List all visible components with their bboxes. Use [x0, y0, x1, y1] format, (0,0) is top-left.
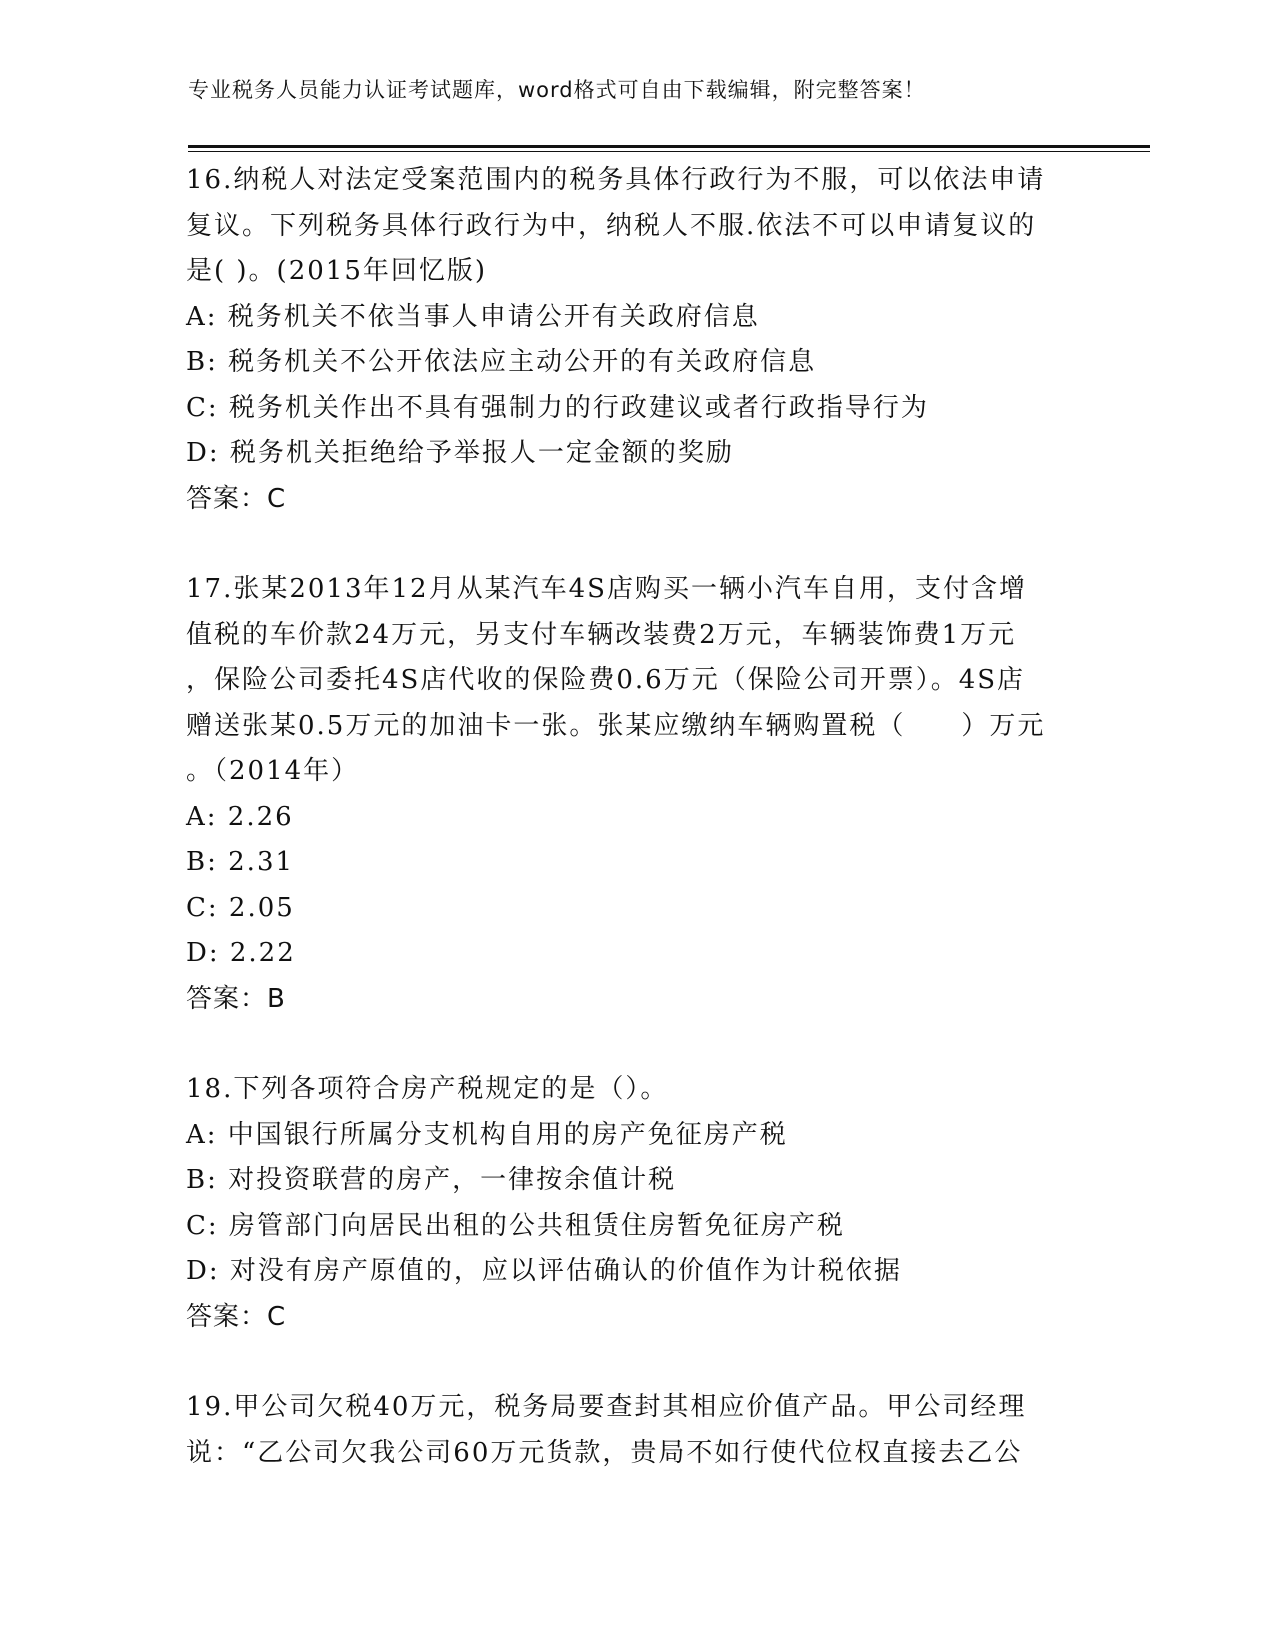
question-stem-line: 值税的车价款24万元，另支付车辆改装费2万元，车辆装饰费1万元	[186, 619, 1017, 650]
question-spacer	[186, 522, 1086, 567]
correct-answer: 答案：B	[186, 983, 286, 1014]
answer-option: C: 2.05	[186, 892, 295, 923]
question-stem-line: 赠送张某0.5万元的加油卡一张。张某应缴纳车辆购置税（ ）万元	[186, 710, 1046, 741]
answer-option: B: 税务机关不公开依法应主动公开的有关政府信息	[186, 347, 817, 377]
question-block	[186, 1067, 1086, 1340]
question-spacer	[186, 1022, 1086, 1067]
answer-option: D: 对没有房产原值的，应以评估确认的价值作为计税依据	[186, 1256, 902, 1286]
question-block	[186, 158, 1086, 522]
header-rule-thick	[188, 145, 1150, 148]
question-stem-line: ，保险公司委托4S店代收的保险费0.6万元（保险公司开票）。4S店	[186, 665, 1026, 695]
answer-option: D: 税务机关拒绝给予举报人一定金额的奖励	[186, 438, 734, 468]
answer-option: C: 房管部门向居民出租的公共租赁住房暂免征房产税	[186, 1210, 845, 1241]
question-stem-line: 16.纳税人对法定受案范围内的税务具体行政行为不服，可以依法申请	[186, 165, 1046, 195]
question-block	[186, 567, 1086, 1022]
header-rule-thin	[188, 151, 1150, 152]
question-block	[186, 1385, 1086, 1476]
correct-answer: 答案：C	[186, 1301, 287, 1332]
answer-option: B: 对投资联营的房产，一律按余值计税	[186, 1165, 677, 1195]
question-stem-line: 是( )。(2015年回忆版)	[186, 256, 488, 286]
question-stem-line: 17.张某2013年12月从某汽车4S店购买一辆小汽车自用，支付含增	[186, 574, 1027, 604]
question-stem-line: 19.甲公司欠税40万元，税务局要查封其相应价值产品。甲公司经理	[186, 1392, 1027, 1422]
answer-option: A: 税务机关不依当事人申请公开有关政府信息	[186, 301, 760, 332]
question-stem-line: 复议。下列税务具体行政行为中，纳税人不服.依法不可以申请复议的	[186, 210, 1037, 241]
question-list	[186, 158, 1086, 1476]
answer-option: A: 2.26	[186, 801, 294, 832]
question-stem-line: 。（2014年）	[186, 756, 360, 786]
answer-option: A: 中国银行所属分支机构自用的房产免征房产税	[186, 1119, 788, 1150]
question-spacer	[186, 1340, 1086, 1385]
answer-option: C: 税务机关作出不具有强制力的行政建议或者行政指导行为	[186, 392, 929, 423]
correct-answer: 答案：C	[186, 483, 287, 514]
answer-option: B: 2.31	[186, 847, 295, 877]
question-stem-line: 说：“乙公司欠我公司60万元货款，贵局不如行使代位权直接去乙公	[186, 1437, 1023, 1468]
question-stem-line: 18.下列各项符合房产税规定的是（）。	[186, 1074, 669, 1104]
answer-option: D: 2.22	[186, 938, 296, 968]
page-header: 专业税务人员能力认证考试题库，word格式可自由下载编辑，附完整答案！	[188, 78, 926, 102]
